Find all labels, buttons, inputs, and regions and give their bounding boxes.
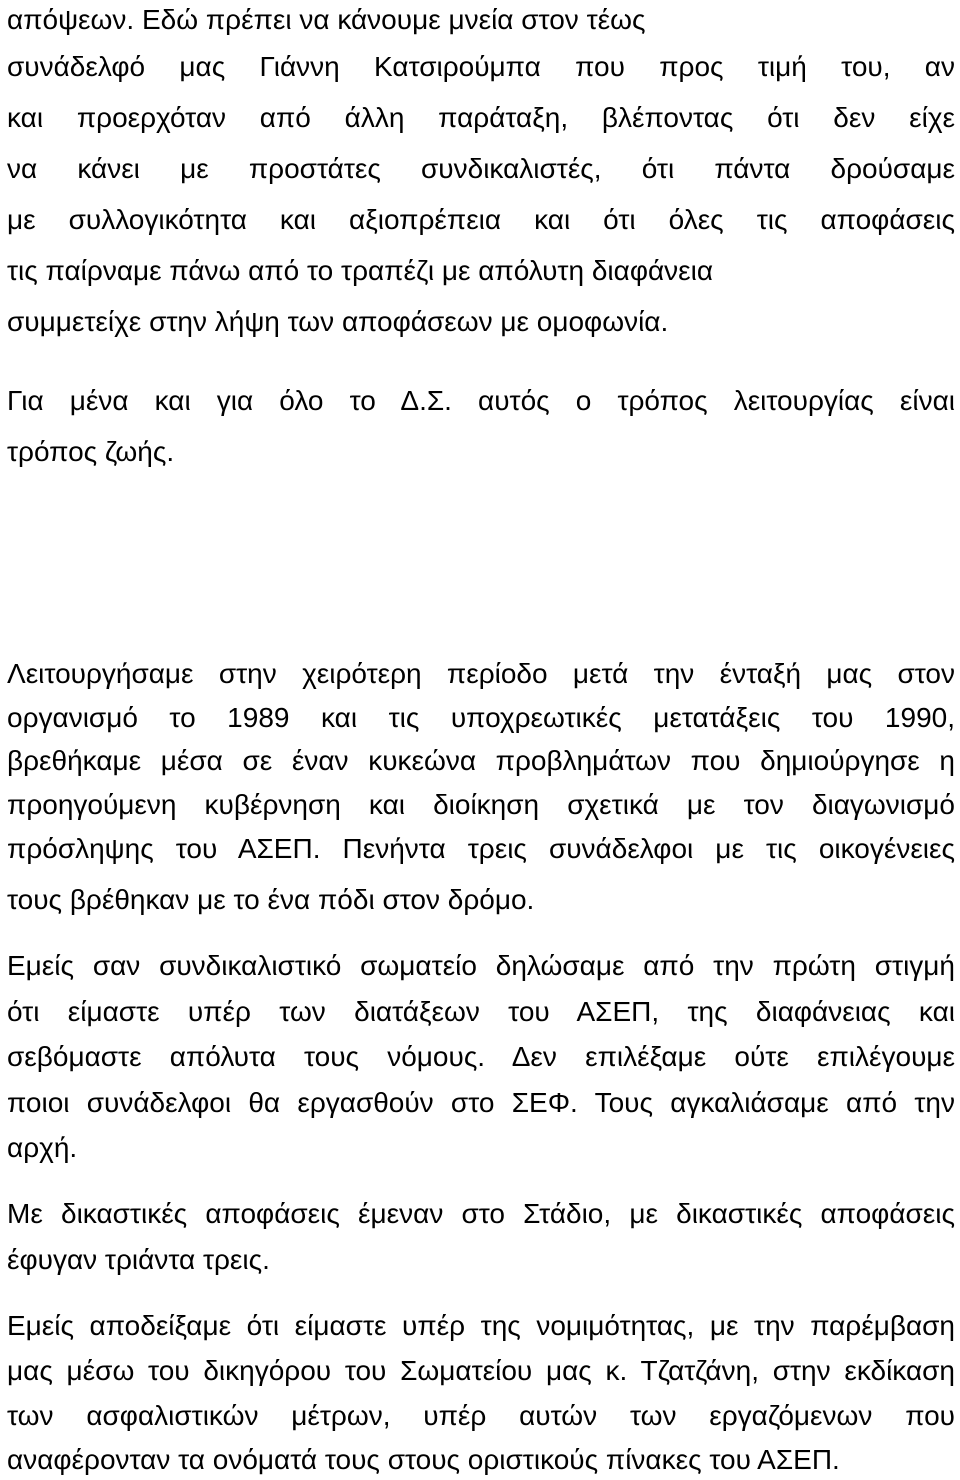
text-line: ποιοι συνάδελφοι θα εργασθούν στο ΣΕΦ. Τους αγκαλιάσαμε από την <box>7 1087 955 1118</box>
text-line: και προερχόταν από άλλη παράταξη, βλέποντας ότι δεν είχε <box>7 102 955 133</box>
text-line: οργανισμό το 1989 και τις υποχρεωτικές μετατάξεις του 1990, <box>7 702 955 733</box>
text-line: αναφέρονταν τα ονόματά τους στους οριστικούς πίνακες του ΑΣΕΠ. <box>7 1444 840 1475</box>
text-line: ότι είμαστε υπέρ των διατάξεων του ΑΣΕΠ, της διαφάνειας και <box>7 996 955 1027</box>
text-line: να κάνει με προστάτες συνδικαλιστές, ότι πάντα δρούσαμε <box>7 153 955 184</box>
text-line: Λειτουργήσαμε στην χειρότερη περίοδο μετά την ένταξή μας στον <box>7 658 955 689</box>
text-line: συνάδελφό μας Γιάννη Κατσιρούμπα που προς τιμή του, αν <box>7 51 955 82</box>
text-line: αρχή. <box>7 1132 78 1163</box>
text-line: συμμετείχε στην λήψη των αποφάσεων με ομοφωνία. <box>7 306 669 337</box>
text-line: των ασφαλιστικών μέτρων, υπέρ αυτών των εργαζόμενων που <box>7 1400 955 1431</box>
text-line: Για μένα και για όλο το Δ.Σ. αυτός ο τρόπος λειτουργίας είναι <box>7 385 955 416</box>
text-line: τρόπος ζωής. <box>7 436 175 467</box>
text-line: τις παίρναμε πάνω από το τραπέζι με απόλυτη διαφάνεια <box>7 255 714 286</box>
text-line: μας μέσω του δικηγόρου του Σωματείου μας κ. Τζατζάνη, στην εκδίκαση <box>7 1355 955 1386</box>
text-line: προηγούμενη κυβέρνηση και διοίκηση σχετικά με τον διαγωνισμό <box>7 789 955 820</box>
text-line: με συλλογικότητα και αξιοπρέπεια και ότι όλες τις αποφάσεις <box>7 204 955 235</box>
text-line: απόψεων. Εδώ πρέπει να κάνουμε μνεία στον τέως <box>7 4 646 35</box>
text-line: τους βρέθηκαν με το ένα πόδι στον δρόμο. <box>7 884 535 915</box>
text-line: Με δικαστικές αποφάσεις έμεναν στο Στάδιο, με δικαστικές αποφάσεις <box>7 1198 955 1229</box>
text-line: βρεθήκαμε μέσα σε έναν κυκεώνα προβλημάτων που δημιούργησε η <box>7 745 955 776</box>
text-line: έφυγαν τριάντα τρεις. <box>7 1244 270 1275</box>
text-line: σεβόμαστε απόλυτα τους νόμους. Δεν επιλέξαμε ούτε επιλέγουμε <box>7 1041 955 1072</box>
text-line: πρόσληψης του ΑΣΕΠ. Πενήντα τρεις συνάδελφοι με τις οικογένειες <box>7 833 955 864</box>
text-line: Εμείς σαν συνδικαλιστικό σωματείο δηλώσαμε από την πρώτη στιγμή <box>7 950 955 981</box>
text-line: Εμείς αποδείξαμε ότι είμαστε υπέρ της νομιμότητας, με την παρέμβαση <box>7 1310 955 1341</box>
